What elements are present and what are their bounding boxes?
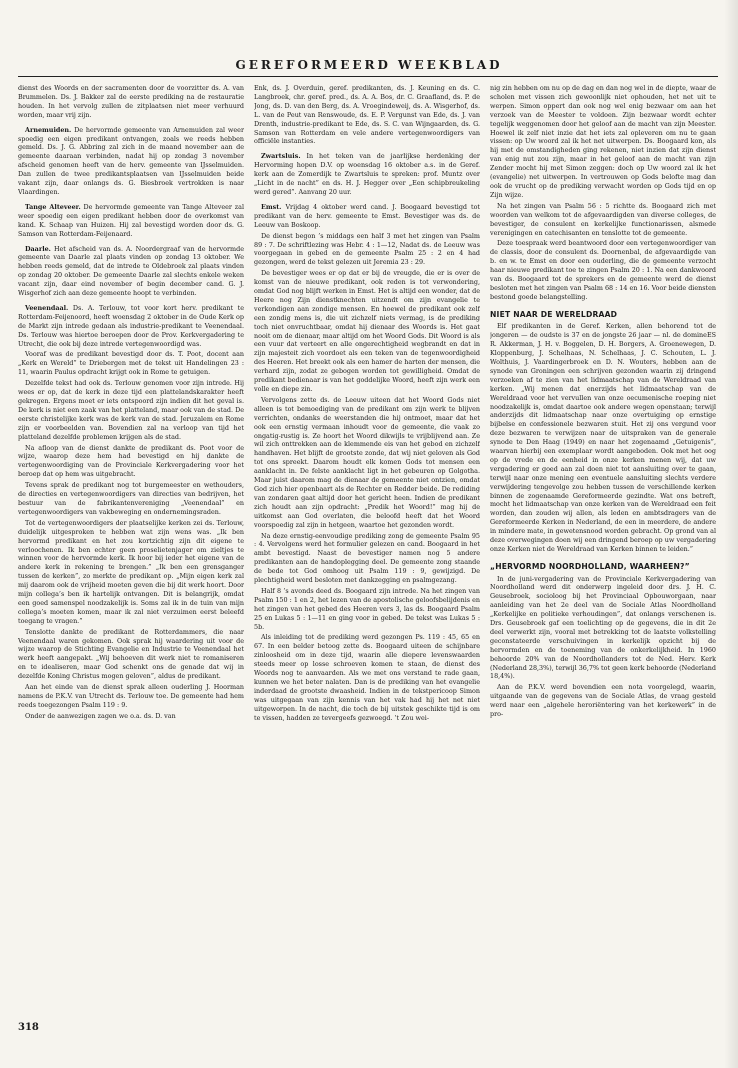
paragraph <box>254 587 480 632</box>
paragraph-lead: Emst. <box>261 202 282 211</box>
paragraph-text: Na afloop van de dienst dankte de predikant ds. Poot voor de wijze, waarop deze hem had bevestigd en hij dankte de vertegenwoordiging van de Provinciale Kerkvergadering voor het beroep dat op hem was uitgebracht. <box>18 443 244 479</box>
page-number: 318 <box>18 1022 39 1033</box>
paragraph <box>18 519 244 626</box>
paragraph <box>490 322 716 554</box>
paragraph-text: De hervormde gemeente van Arnemuiden zal weer spoedig een eigen predikant ontvangen, zoals we reeds hebben gemeld. Ds. J. G. Abbring zal zich in de maand november aan de gemeente daaraan verbinden, nadat hij op zondag 3 november afscheid genomen heeft van de herv. gemeente van IJsselmuiden. Dan zullen de twee predikantsplaatsen van IJsselmuiden beide vakant zijn, daar onlangs ds. G. Biesbroek vertrokken is naar Vlaardingen. <box>18 125 244 196</box>
column-1 <box>18 84 244 1014</box>
paragraph-text: Elf predikanten in de Geref. Kerken, allen behorend tot de jongeren — de oudste is 37 en de jongste 26 jaar — nl. de domineES R. Akkerman, J. H. v. Boggelen, D. H. Borgers, A. Groenewegen, D. Kloppenburg, J. Schelhaas, N. Schelhaas, J. C. Schouten, L. J. Wolthuis, J. Vaardingerbroek en D. N. Wouters, hebben aan de synode van Groningen een schrijven gezonden waarin zij dringend verzoeken af te zien van het lidmaatschap van de Wereldraad van kerken. „Wij menen dat enerzijds het lidmaatschap van de Wereldraad voor het vervullen van onze oecumenische roeping niet noodzakelijk is, omdat daartoe ook andere wegen openstaan; terwijl anderzijds dit lidmaatschap naar onze overtuiging op ernstige bijbelse en confessionele bezwaren stuit. Het zij ons vergund voor deze bezwaren te verwijzen naar de uitspraken van de generale synode te Den Haag (1949) en naar het zogenaamd „Getuigenis”, waarvan hierbij een exemplaar wordt aangeboden. Ook met het oog op de vrede en de eenheid in onze kerken menen wij, dat uw vergadering er goed aan zal doen niet tot aansluiting over te gaan, terwijl naar onze mening een eventuele aansluiting slechts verdere verwijdering tengevolge zou hebben tussen de verschillende kerken binnen de zogenaamde Gereformeerde gezindte. Wat ons betreft, mocht het lidmaatschap van onze kerken van de Wereldraad een feit worden, dan zouden wij allen, als leden en ambtsdragers van de Gereformeerde Kerken in Nederland, de een in meerdere, de andere in mindere mate, in gewetensnood worden gebracht. Op grond van al deze overwegingen doen wij een dringend beroep op uw vergadering onze Kerken niet de Wereldraad van Kerken binnen te leiden.” <box>490 322 716 553</box>
paragraph-text: De hervormde gemeente van Tange Alteveer zal weer spoedig een eigen predikant hebben door de overkomst van kand. K. Schaap van Huizen. Hij zal bevestigd worden door ds. G. Samson van Rotterdam-Feijenaard. <box>18 202 244 238</box>
paragraph <box>490 683 716 719</box>
paragraph <box>490 84 716 200</box>
section-heading: „HERVORMD NOORDHOLLAND, WAARHEEN?” <box>490 561 690 571</box>
paragraph <box>18 712 244 721</box>
paragraph-text: Dezelfde tekst had ook ds. Terlouw genomen voor zijn intrede. Hij wees er op, dat de kerk in deze tijd een plattelandskarakter heeft gekregen. Ergens moet er iets ontspoord zijn indien dit het geval is. De kerk is niet een zaak van het platteland, maar ook van de stad. De eerste christelijke kerk was de kerk van de stad. Jeruzalem en Rome zijn er voorbeelden van. Bovendien zal na verloop van tijd het platteland dezelfde problemen krijgen als de stad. <box>18 379 244 441</box>
paragraph <box>254 269 480 394</box>
paragraph <box>18 683 244 710</box>
paragraph-lead: Zwartsluis. <box>261 152 301 161</box>
paragraph-text: Vrijdag 4 oktober werd cand. J. Boogaard bevestigd tot predikant van de herv. gemeente te Emst. Bevestiger was ds. de Leeuw van Boskoop. <box>254 202 480 229</box>
section-heading: NIET NAAR DE WERELDRAAD <box>490 309 618 319</box>
paragraph <box>18 245 244 298</box>
column-2 <box>254 84 480 1014</box>
paragraph-text: In het teken van de jaarlijkse herdenking der Hervorming hopen D.V. op woensdag 16 oktober a.s. in de Geref. kerk aan de Zomerdijk te Zwartsluis te spreken: prof. Muntz over „Licht in de nacht” en ds. H. J. Hegger over „Een schipbreukeling werd gered”. Aanvang 20 uur. <box>254 152 480 196</box>
paragraph <box>254 203 480 230</box>
paragraph <box>254 84 480 146</box>
paragraph-text: In de juni-vergadering van de Provinciale Kerkvergadering van Noordholland werd dit onderwerp ingeleid door drs. J. H. C. Geusebroek, socioloog bij het Provinciaal Opbouworgaan, naar aanleiding van het 2e deel van de Sociale Atlas Noordholland „Kerkelijke en politieke verhoudingen”, dat onlangs verschenen is. Drs. Geusebroek gaf een toelichting op de gegevens, die in dit 2e deel verwerkt zijn, vooral met betrekking tot de laatste volkstelling geconstateerde verschuivingen in kerkelijk opzicht bij de hervormden en de toeneming van de onkerkelijkheid. In 1960 behoorde 20% van de Noordhollanders tot de Ned. Herv. Kerk (Nederland 28,3%), terwijl 36,7% tot geen kerk behoorde (Nederland 18,4%). <box>490 574 716 681</box>
paragraph-text: nig zin hebben om nu op de dag en dan nog wel in de diepte, waar de scholen met vissen zich gewoonlijk niet ophouden, het net uit te werpen. Simon oppert dan ook nog wel enig bezwaar om aan het verzoek van de Meester te voldoen. Zijn bezwaar wordt echter tegelijk weggenomen door het geloof aan de macht van zijn Meester. Hoewel ik zelf niet inzie dat het iets zal opleveren om nu te gaan vissen: op Uw woord zal ik het net uitwerpen. Ds. Boogaard kon, als hij met de omstandigheden ging rekenen, niet inzien dat zijn dienst van enig nut zou zijn, maar in het geloof aan de macht van zijn Zender mocht hij met Simon zeggen: doch op Uw woord zal ik het (evangelie) net uitwerpen. In vertrouwen op Gods belofte mag dan ook de vrucht op de prediking verwacht worden op Gods tijd en op Zijn wijze. <box>490 84 716 199</box>
paragraph <box>18 126 244 197</box>
paragraph-text: Tevens sprak de predikant nog tot burgemeester en wethouders, de directies en vertegenwoordigers van directies van bedrijven, het bestuur van de fabrikantenvereniging „Veenendaal” en vertegenwoordigers van vakbeweging en ondernemingsraden. <box>18 481 244 516</box>
paragraph-text: De bevestiger wees er op dat er bij de vreugde, die er is over de komst van de nieuwe predikant, ook reden is tot verwondering, omdat God nog blijft werken in Emst. Het is altijd een wonder, dat de Heere nog Zijn dienstknechten uitzendt om zijn evangelie te verkondigen aan zondige mensen. En hoewel de predikant ook zelf een zondig mens is, die uit zichzelf niets vermag, is de prediking toch niet onvruchtbaar, omdat hij dienaar des Woords is. Het gaat nooit om de dienaar, maar altijd om het Woord Gods. Dit Woord is als een vuur dat verteert en alle ongerechtigheid wegbrandt en dat in zijn majesteit zich voordoet als een teken van de tegenwoordigheid des Heeren. Het breekt ook als een hamer de harten der mensen, die verhard zijn, zodat ze gebogen worden tot gewilligheid. Omdat de predikant bedienaar is van het goddelijke Woord, heeft zijn werk een volle en diepe zin. <box>254 269 480 393</box>
paragraph <box>490 575 716 682</box>
paragraph-text: dienst des Woords en der sacramenten door de voorzitter ds. A. van Brummelen. Ds. J. Bakker zal de eerste prediking na de restauratie houden. In het vervolg zullen de zitplaatsen niet meer verhuurd worden, maar vrij zijn. <box>18 84 244 119</box>
paragraph-lead: Arnemuiden. <box>25 125 72 134</box>
paragraph-text: Na het zingen van Psalm 56 : 5 richtte ds. Boogaard zich met woorden van welkom tot de afgevaardigden van diverse colleges, de bevestiger, de consulent en kerkelijke functionarissen, alsmede verenigingen en catechisanten en tenslotte tot de gemeente. <box>490 201 716 237</box>
paragraph-text: Tot de vertegenwoordigers der plaatselijke kerken zei ds. Terlouw, duidelijk uitgesproken te hebben wat zijn wens was. „Ik ben hervormd predikant en het zou kortzichtig zijn dit eigene te verloochenen. Ik ben echter geen proselietenjager om zieltjes te winnen voor de hervormde kerk. Ik hoor bij ieder het eigene van de andere kerk in rekening te brengen.” „Ik ben een grensganger tussen de kerken”, zo merkte de predikant op. „Mijn eigen kerk zal mij daarom ook de vrijheid moeten geven die bij dit werk hoort. Door mijn collega’s ben ik hartelijk ontvangen. Dit is belangrijk, omdat een goed samenspel noodzakelijk is. Soms zal ik in de tuin van mijn collega’s moeten komen, maar ik zal niet verzuimen eerst beleefd toegang te vragen.” <box>18 518 244 625</box>
page-edge-shadow <box>724 0 738 1068</box>
paragraph-lead: Tange Alteveer. <box>25 202 81 211</box>
masthead: GEREFORMEERD WEEKBLAD <box>235 58 503 72</box>
paragraph <box>254 152 480 197</box>
paragraph-lead: Daarle. <box>25 244 51 253</box>
paragraph <box>18 628 244 681</box>
paragraph-text: Ds. A. Terlouw, tot voor kort herv. predikant te Rotterdam-Feijenoord, heeft woensdag 2 oktober in de Oude Kerk op de Markt zijn intrede gedaan als industrie-predikant te Veenendaal. Ds. Terlouw was hiertoe beroepen door de Prov. Kerkvergadering te Utrecht, die ook bij deze intrede vertegenwoordigd was. <box>18 303 244 348</box>
article-columns <box>18 84 718 1014</box>
paragraph <box>18 444 244 480</box>
paragraph <box>18 304 244 349</box>
paragraph-text: Het afscheid van ds. A. Noordergraaf van de hervormde gemeente van Daarle zal plaats vinden op zondag 13 oktober. We hebben reeds gemeld, dat de intrede te Oldebroek zal plaats vinden op zondag 20 oktober. De gemeente Daarle zal slechts enkele weken vacant zijn, daar eind november of begin december cand. G. J. Wisgerhof zich aan deze gemeente hoopt te verbinden. <box>18 244 244 298</box>
paragraph-text: Als inleiding tot de prediking werd gezongen Ps. 119 : 45, 65 en 67. In een belder betoog zette ds. Boogaard uiteen de schijnbare zinloosheid om in deze tijd, waarin alle diepere levenswaarden steeds meer op losse schroeven komen te staan, de dienst des Woords nog te aanvaarden. Als we met ons verstand te rade gaan, kunnen we het beter nalaten. Dan is de prediking van het evangelie inderdaad de grootste dwaasheid. Indien in de tekstpericoop Simon was uitgegaan van zijn kennis van het vak had hij het net niet uitgeworpen. In de nacht, die toch de bij uitstek geschikte tijd is om te vissen, hadden ze tevergeefs gezwoegd. ’t Zou wei- <box>254 633 480 722</box>
paragraph <box>254 633 480 722</box>
paragraph-text: Vervolgens zette ds. de Leeuw uiteen dat het Woord Gods niet alleen is tot bemoediging van de predikant om zijn werk te blijven verrichten, ondanks de weerstanden die hij ontmoet, maar dat het ook een ernstig vermaan inhoudt voor de gemeente, die vaak zo ongatig-rustig is. Ze hoort het Woord dikwijls te vrijblijvend aan. Ze wil zich onttrekken aan de klemmende eis van het gebod en zichzelf handhaven. Het blijft de grootste zonde, dat wij niet geloven als God tot ons spreekt. Daarom houdt elk komen Gods tot mensen een aanklacht in. De felste aanklacht ligt in het gebeuren op Golgotha. Maar juist daarom mag de dienaar de gemeente niet ontzien, omdat God zich hier openbaart als de Rechter en Redder beide. De rediding van zondaren gaat altijd door het gericht heen. Indien de predikant zich houdt aan zijn opdracht: „Predik het Woord!” mag hij de uitkomst aan God overlaten, die beloofd heeft dat het Woord voorspoedig zal zijn in hetgeen, waartoe het gezonden wordt. <box>254 395 480 529</box>
paragraph-text: Aan de P.K.V. werd bovendien een nota voorgelegd, waarin, uitgaande van de gegevens van de Sociale Atlas, de vraag gesteld werd naar een „algehele heroriëntering van het kerkewerk” in de pro- <box>490 683 716 719</box>
paragraph-lead: Veenendaal. <box>25 303 69 312</box>
paragraph <box>254 396 480 530</box>
paragraph-text: De dienst begon ’s middags een half 3 met het zingen van Psalm 89 : 7. De schriftlezing was Hebr. 4 : 1—12, Nadat ds. de Leeuw was voorgegaan in gebed en de gemeente Psalm 25 : 2 en 4 had gezongen, werd de tekst gelezen uit Jeremia 23 : 29. <box>254 231 480 267</box>
paragraph-text: Enk, ds. J. Overduin, geref. predikanten, ds. J. Keuning en ds. C. Langbroek, chr. geref. pred., ds. A. A. Bos, dr. C. Graafland, ds. P. de Jong, ds. D. van den Berg, ds. A. Vroegindeweij, ds. A. Wisgerhof, ds. L. van de Peut van Renswoude, ds. E. P. Vergunst van Ede, ds. J. van Drenth, industrie-predikant te Ede, ds. S. C. van Wijngaarden, ds. G. Samson van Rotterdam en vele andere vertegenwoordigers van officiële instanties. <box>254 84 480 146</box>
paragraph <box>254 532 480 585</box>
paragraph <box>490 202 716 238</box>
paragraph-text: Deze toespraak werd beantwoord door een vertegenwoordiger van de classis, door de consulent ds. Doornenbal, de afgevaardigde van b. en w. te Emst en door een ouderling, die de gemeente verzocht haar nieuwe predikant toe te zingen Psalm 20 : 1. Na een dankwoord van ds. Boogaard tot de sprekers en de gemeente werd de dienst besloten met het zingen van Psalm 68 : 14 en 16. Voor beide diensten bestond goede belangstelling. <box>490 239 716 301</box>
paragraph <box>18 350 244 377</box>
header-rule <box>18 76 718 77</box>
paragraph <box>18 84 244 120</box>
paragraph-text: Na deze ernstig-eenvoudige prediking zong de gemeente Psalm 95 : 4. Vervolgens werd het formulier gelezen en cand. Boogaard in het ambt bevestigd. Naast de bevestiger namen nog 5 andere predikanten aan de handoplegging deel. De gemeente zong staande de bede tot God omhoog uit Psalm 119 : 9, gewijzigd. De plechtigheid werd besloten met dankzegging en psalmgezang. <box>254 531 480 585</box>
paragraph <box>18 203 244 239</box>
paragraph-text: Tenslotte dankte de predikant de Rotterdammers, die naar Veenendaal waren gekomen. Ook sprak hij waardering uit voor de wijze waarop de Stichting Evangelie en Industrie te Veenendaal het werk heeft aangepakt. „Wij behoeven dit werk niet te romaniseren en te idealiseren, maar God schenkt ons de genade dat wij in dezelfde Koning Christus mogen geloven”, aldus de predikant. <box>18 627 244 681</box>
paragraph <box>18 379 244 441</box>
paragraph <box>490 239 716 301</box>
paragraph-text: Onder de aanwezigen zagen we o.a. ds. D. van <box>25 711 176 720</box>
paragraph <box>18 481 244 517</box>
paragraph-text: Aan het einde van de dienst sprak alleen ouderling J. Hoorman namens de P.K.V. van Utrecht ds. Terlouw toe. De gemeente had hem reeds toegezongen Psalm 119 : 9. <box>18 683 244 709</box>
paragraph-text: Half 8 ’s avonds deed ds. Boogaard zijn intrede. Na het zingen van Psalm 150 : 1 en 2, het lezen van de apostolische geloofsbelijdenis en het zingen van het gebed des Heeren vers 3, las ds. Boogaard Psalm 25 en Lukas 5 : 1—11 en ging voor in gebed. De tekst was Lukas 5 : 5b. <box>254 586 480 631</box>
column-3 <box>490 84 716 1014</box>
paragraph-text: Vooraf was de predikant bevestigd door ds. T. Poot, docent aan „Kerk en Wereld” te Driebergen met de tekst uit Handelingen 23 : 11, waarin Paulus opdracht krijgt ook in Rome te getuigen. <box>18 350 244 377</box>
paragraph <box>254 232 480 268</box>
